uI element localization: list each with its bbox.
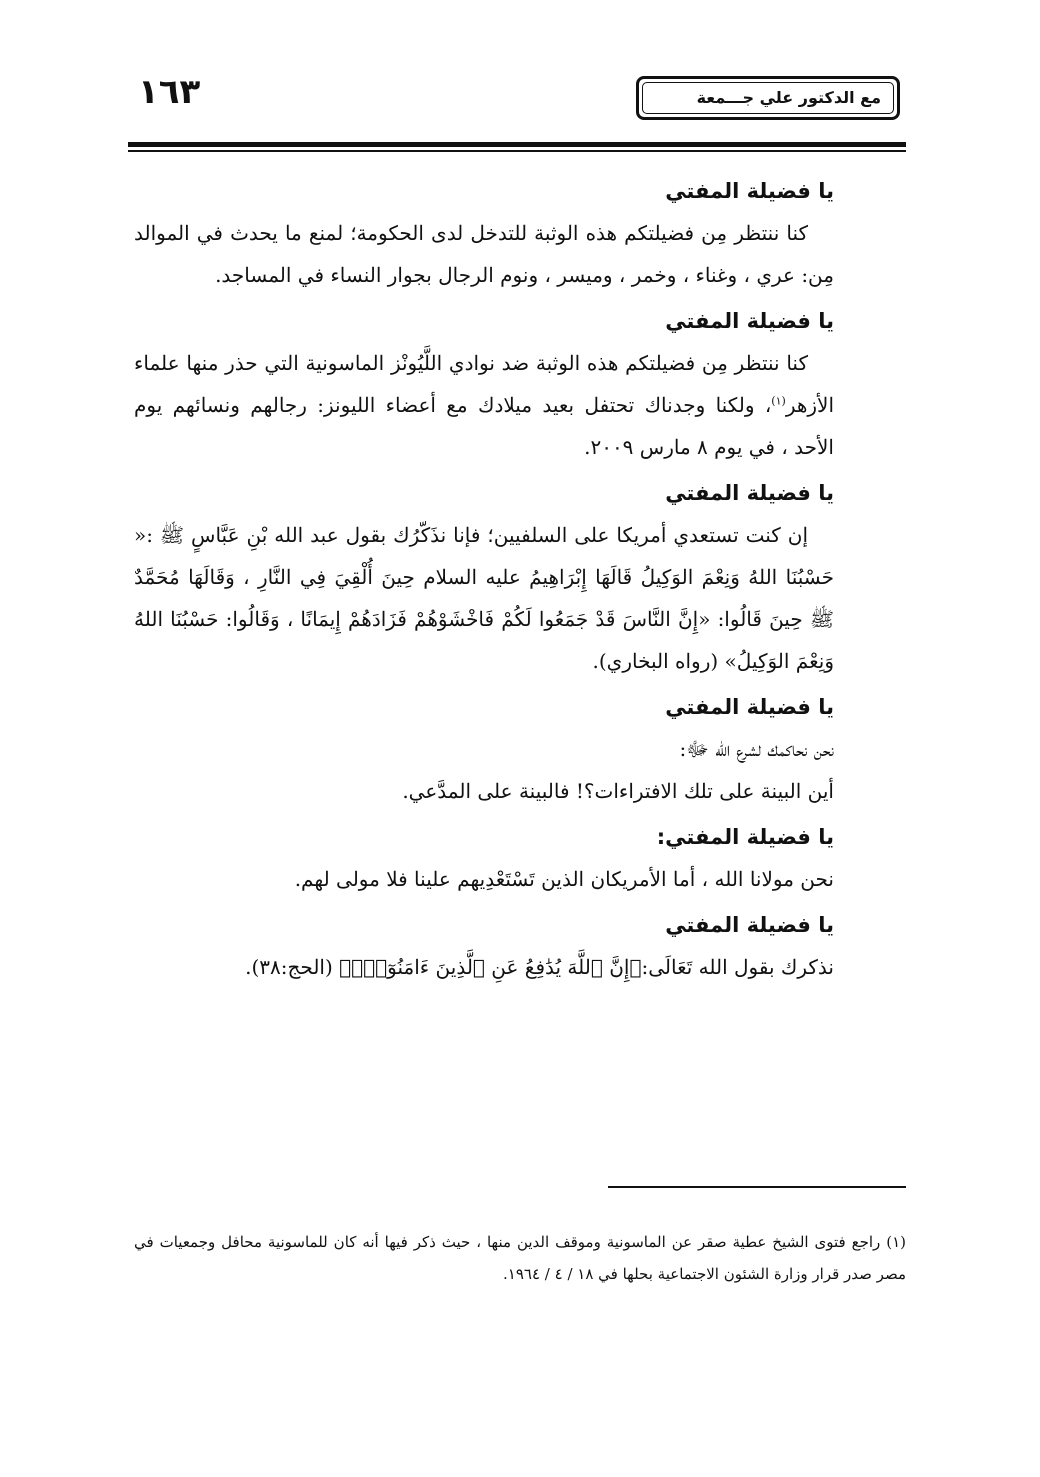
footnote-1: (١) راجع فتوى الشيخ عطية صقر عن الماسونية وموقف الدين منها ، حيث ذكر فيها أنه كان للماسونية محافل وجمعيات في مصر صدر قرار وزارة الشئون الاجتماعية بحلها في ١٨ / ٤ / ١٩٦٤. bbox=[134, 1233, 906, 1283]
page-number: ١٦٣ bbox=[138, 72, 201, 112]
footnote-separator bbox=[608, 1186, 906, 1188]
paragraph: نحن نحاكمك لشرع الله ﷻ: bbox=[679, 737, 834, 761]
paragraph bbox=[134, 342, 834, 468]
header-rule-thin bbox=[128, 150, 906, 152]
section-heading: يا فضيلة المفتي bbox=[665, 481, 834, 505]
section-4 bbox=[134, 686, 834, 812]
section-heading: يا فضيلة المفتي: bbox=[656, 825, 834, 849]
section-5 bbox=[134, 816, 834, 900]
paragraph: كنا ننتظر مِن فضيلتكم هذه الوثبة للتدخل لدى الحكومة؛ لمنع ما يحدث في الموالد مِن: عري ، وغناء ، وخمر ، وميسر ، ونوم الرجال بجوار النساء في المساجد. bbox=[134, 221, 834, 287]
paragraph-text-continued: ، ولكنا وجدناك تحتفل بعيد ميلادك مع أعضاء الليونز: رجالهم ونسائهم يوم الأحد ، في يوم ٨ مارس ٢٠٠٩. bbox=[134, 393, 834, 459]
paragraph-text: كنا ننتظر مِن فضيلتكم هذه الوثبة ضد نوادي اللَّيُونْز الماسونية التي حذر منها علماء الأزهر bbox=[134, 351, 835, 417]
footnote-reference[interactable]: (١) bbox=[771, 394, 786, 408]
running-title-box bbox=[636, 76, 900, 120]
running-title: مع الدكتور علي جـــمعة bbox=[642, 82, 894, 114]
section-3 bbox=[134, 472, 834, 682]
header-rule-thick bbox=[128, 142, 906, 147]
section-6 bbox=[134, 904, 834, 988]
paragraph-quran-verse: نذكرك بقول الله تَعَالَى:﴿إِنَّ ٱللَّهَ يُدَٰفِعُ عَنِ ٱلَّذِينَ ءَامَنُوٓاْۗ﴾ (الحج:٣٨). bbox=[245, 955, 834, 979]
section-heading: يا فضيلة المفتي bbox=[665, 913, 834, 937]
section-heading: يا فضيلة المفتي bbox=[665, 309, 834, 333]
paragraph: أين البينة على تلك الافتراءات؟! فالبينة على المدَّعي. bbox=[402, 779, 834, 803]
section-heading: يا فضيلة المفتي bbox=[665, 695, 834, 719]
paragraph: نحن مولانا الله ، أما الأمريكان الذين تَسْتَعْدِيهم علينا فلا مولى لهم. bbox=[294, 867, 834, 891]
section-1 bbox=[134, 170, 834, 296]
paragraph-hadith: إن كنت تستعدي أمريكا على السلفيين؛ فإنا نذَكّرُك بقول عبد الله بْنِ عَبَّاسٍ ﷺ :« حَسْبُنَا اللهُ وَنِعْمَ الوَكِيلُ قَالَهَا إِبْرَاهِيمُ عليه السلام حِينَ أُلْقِيَ فِي النَّارِ ، وَقَالَهَا مُحَمَّدٌ ﷺ حِينَ قَالُوا: «إِنَّ النَّاسَ قَدْ جَمَعُوا لَكُمْ فَاخْشَوْهُمْ فَزَادَهُمْ إِيمَانًا ، وَقَالُوا: حَسْبُنَا اللهُ وَنِعْمَ الوَكِيلُ» (رواه البخاري). bbox=[134, 523, 834, 673]
section-2 bbox=[134, 300, 834, 468]
section-heading: يا فضيلة المفتي bbox=[665, 179, 834, 203]
main-text bbox=[134, 170, 834, 992]
footnotes bbox=[134, 1226, 906, 1290]
